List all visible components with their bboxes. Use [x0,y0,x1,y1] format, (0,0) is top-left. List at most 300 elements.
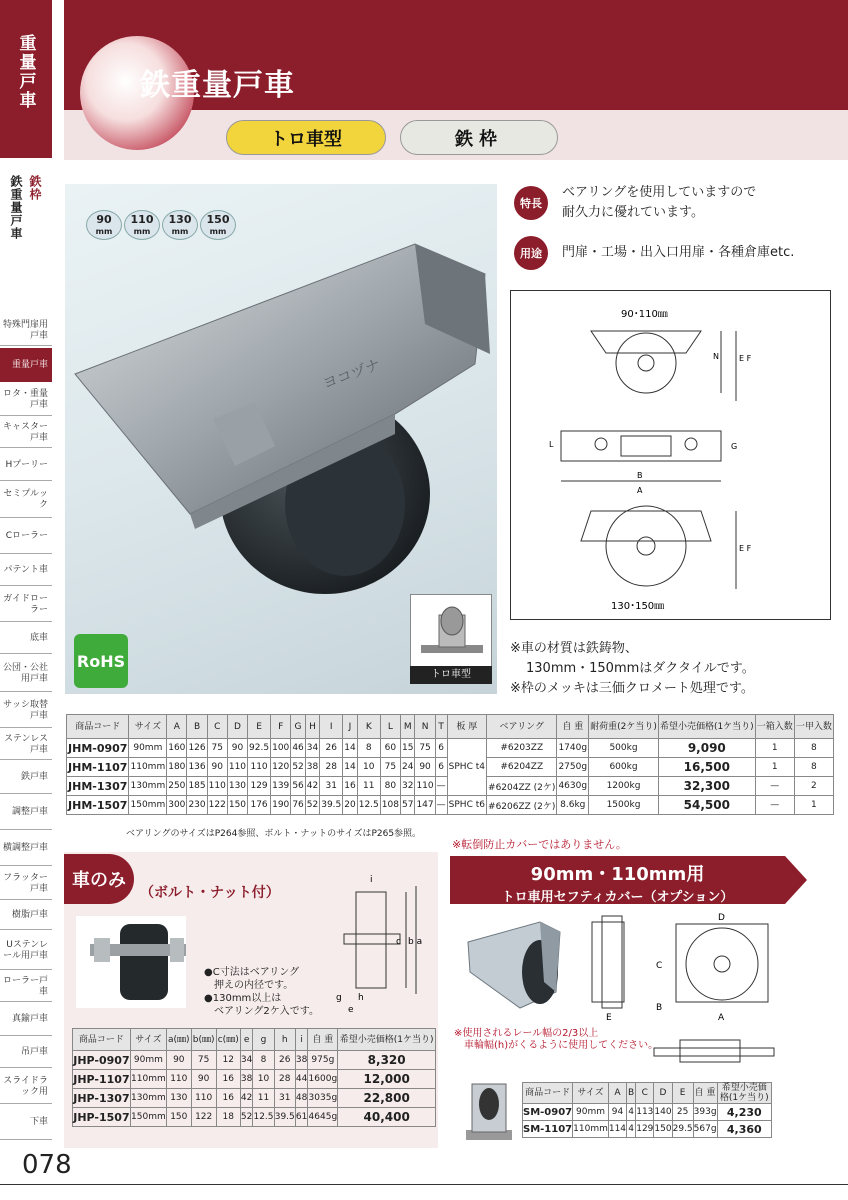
rohs-badge: RoHS [74,634,128,688]
side-nav-item[interactable]: 鉄戸車 [0,762,52,794]
table-cell: 150mm [130,1108,166,1127]
column-header: B [187,715,207,739]
table-cell: 250 [167,777,187,796]
wheel-note-2: 押えの内径です。 [204,980,294,991]
main-table-header [67,715,834,739]
wheel-table-header [73,1029,436,1051]
table-cell: 114 [608,1121,626,1138]
safety-cover-table-header [523,1083,772,1104]
table-cell: 54,500 [658,796,755,815]
table-cell: 90mm [129,739,167,758]
side-nav-item[interactable]: 下車 [0,1106,52,1140]
table-cell: 61 [295,1108,308,1127]
table-cell: 3035g [308,1089,338,1108]
table-cell: 4,230 [717,1104,771,1121]
table-cell: 1500kg [589,796,659,815]
rail-diagram [650,1036,778,1066]
table-cell: 14 [343,739,357,758]
table-cell: 130mm [129,777,167,796]
column-header: J [343,715,357,739]
table-cell: 60 [380,739,400,758]
table-cell: 2 [794,777,833,796]
size-badge-130-unit: mm [171,227,189,236]
svg-text:B: B [637,471,643,480]
table-cell: 16,500 [658,758,755,777]
svg-text:c: c [396,937,401,947]
table-cell: 90mm [130,1051,166,1070]
size-badge-150-unit: mm [209,227,227,236]
safety-cover-note-1: ※使用されるレール幅の2/3以上 [454,1028,599,1039]
table-cell: 24 [401,758,415,777]
table-cell: 11 [253,1089,274,1108]
table-footnote: ベアリングのサイズはP264参照、ボルト・ナットのサイズはP265参照。 [126,829,422,839]
side-nav-item[interactable]: 底車 [0,624,52,654]
table-cell: 75 [380,758,400,777]
table-cell: 44 [295,1070,308,1089]
table-cell: 57 [401,796,415,815]
table-cell: 393g [693,1104,717,1121]
table-cell: 500kg [589,739,659,758]
column-header: F [271,715,291,739]
safety-cover-table-body [523,1104,772,1138]
mounted-cover-photo [462,1070,516,1144]
table-cell: 110 [415,777,435,796]
table-cell: 110mm [573,1121,609,1138]
table-cell: 29.5 [672,1121,693,1138]
table-cell: 4,360 [717,1121,771,1138]
column-header: L [380,715,400,739]
wheel-note-1: ●C寸法はベアリング [204,967,300,978]
svg-text:g: g [336,993,342,1003]
size-badge-90 [86,210,122,240]
feature-text [562,183,756,223]
safety-cover-front-drawing [652,912,792,1022]
column-header: c(㎜) [216,1029,240,1051]
table-cell: 1 [755,739,794,758]
column-header: D [654,1083,672,1104]
side-nav-item[interactable]: ステンレス戸車 [0,730,52,760]
table-cell: — [755,796,794,815]
column-header: 自 重 [308,1029,338,1051]
table-cell: 46 [291,739,305,758]
svg-text:h: h [358,993,364,1003]
table-cell: 110mm [130,1070,166,1089]
table-cell: 1740g [557,739,589,758]
feature-tag: 特長 [514,186,548,220]
wheel-only-title: 車のみ [64,854,134,904]
table-cell: 34 [305,739,319,758]
table-cell: #6203ZZ [487,739,557,758]
table-cell: 52 [305,796,319,815]
side-nav-item[interactable]: 特殊門扉用戸車 [0,316,52,346]
table-cell: 8 [357,739,380,758]
table-cell: JHP-1307 [73,1089,131,1108]
column-header: D [227,715,247,739]
column-header: K [357,715,380,739]
table-cell: 90 [166,1051,191,1070]
column-header: A [167,715,187,739]
table-cell: 1600g [308,1070,338,1089]
table-cell: 90mm [573,1104,609,1121]
table-row [523,1121,772,1138]
safety-cover-photo [460,912,580,1012]
table-row [523,1104,772,1121]
size-badge-110-unit: mm [133,227,151,236]
table-cell: 110 [227,758,247,777]
table-cell: 600kg [589,758,659,777]
column-header: 一箱入数 [755,715,794,739]
table-cell: 16 [343,777,357,796]
column-header: B [627,1083,636,1104]
column-header: ベアリング [487,715,557,739]
side-nav-item[interactable]: 公団・公社用戸車 [0,656,52,692]
table-cell: 9,090 [658,739,755,758]
table-cell: 10 [357,758,380,777]
table-cell: 567g [693,1121,717,1138]
table-cell: 136 [187,758,207,777]
table-cell: 113 [636,1104,654,1121]
table-cell: 32,300 [658,777,755,796]
size-badge-130 [162,210,198,240]
column-header: N [415,715,435,739]
table-cell: 32 [401,777,415,796]
table-cell: 190 [271,796,291,815]
table-cell: 18 [216,1108,240,1127]
table-cell: 8,320 [338,1051,436,1070]
table-cell: 90 [415,758,435,777]
table-cell: — [755,777,794,796]
table-cell: 39.5 [320,796,343,815]
table-cell: 4 [627,1121,636,1138]
type-badge: トロ車型 [226,120,386,155]
table-cell: 28 [274,1070,295,1089]
safety-cover-subtitle: トロ車用セフティカバー（オプション） [501,890,734,905]
size-badge-110-number: 110 [130,213,154,226]
table-cell: JHP-1507 [73,1108,131,1127]
table-cell: SPHC t6 [447,796,486,815]
column-header: 商品コード [73,1029,131,1051]
column-header: 一甲入数 [794,715,833,739]
side-nav-item[interactable]: 重量戸車 [0,348,52,382]
column-header: 板 厚 [447,715,486,739]
category-label: 重量戸車 [0,0,52,158]
column-header: M [401,715,415,739]
main-table-body [67,739,834,815]
table-cell: 140 [654,1104,672,1121]
column-header: C [636,1083,654,1104]
safety-cover-note [454,1028,658,1052]
table-cell: — [435,777,447,796]
table-cell: 110mm [129,758,167,777]
table-cell: 94 [608,1104,626,1121]
wheel-notes [204,966,319,1018]
subcategory-a: 鉄枠 [28,175,42,201]
table-cell: 42 [240,1089,253,1108]
brand-mark: ヨコヅナ [320,355,383,393]
table-cell: JHM-1507 [67,796,129,815]
table-cell: 160 [167,739,187,758]
side-nav-item[interactable]: 調整戸車 [0,796,52,830]
table-cell: 26 [320,739,343,758]
column-header: b(㎜) [191,1029,216,1051]
table-cell: SM-1107 [523,1121,573,1138]
feature-line-1: ベアリングを使用していますので [562,185,757,200]
svg-text:G: G [731,442,738,451]
wheel-note-3: ●130mm以上は [204,993,282,1004]
column-header: E [248,715,271,739]
side-nav-item[interactable]: キャスター戸車 [0,418,52,448]
table-cell: 975g [308,1051,338,1070]
wheel-spec-table [72,1028,436,1127]
side-nav-item[interactable]: セミプルック [0,483,52,518]
table-cell: 31 [274,1089,295,1108]
table-cell: 20 [343,796,357,815]
table-cell: 8.6kg [557,796,589,815]
svg-text:N: N [713,352,719,361]
size-badge-150 [200,210,236,240]
wheel-dimension-svg [334,872,434,1015]
usage-text: 門扉・工場・出入口用扉・各種倉庫etc. [562,245,795,260]
table-cell: 230 [187,796,207,815]
safety-cover-side-drawing [582,912,642,1022]
side-nav-item[interactable]: パテント車 [0,556,52,586]
table-row [67,739,834,758]
side-nav-item[interactable]: ローラー戸車 [0,972,52,1002]
svg-text:D: D [718,913,725,923]
table-cell: JHM-1107 [67,758,129,777]
safety-cover-note-2: 車輪幅(h)がくるように使用してください。 [454,1040,659,1051]
column-header: h [274,1029,295,1051]
table-cell: 10 [253,1070,274,1089]
table-row [73,1070,436,1089]
side-nav-item[interactable]: Cローラー [0,520,52,554]
table-cell: 1200kg [589,777,659,796]
thumbnail-label: トロ車型 [410,666,492,684]
table-cell: 48 [295,1089,308,1108]
table-cell: 130 [227,777,247,796]
table-cell: 130mm [130,1089,166,1108]
safety-cover-title: 90mm・110mm用 [530,864,705,885]
side-nav-item[interactable]: スライドラック用 [0,1070,52,1104]
table-cell: 14 [343,758,357,777]
table-cell: 110 [191,1089,216,1108]
table-cell: 180 [167,758,187,777]
table-cell: 150 [227,796,247,815]
table-cell: 8 [794,758,833,777]
table-row [73,1089,436,1108]
column-header: 商品コード [523,1083,573,1104]
size-badge-90-unit: mm [95,227,113,236]
column-header: 希望小売価格(1ケ当り) [658,715,755,739]
column-header: サイズ [129,715,167,739]
frame-badge: 鉄枠 [400,120,558,155]
column-header: i [295,1029,308,1051]
safety-cover-illustration [460,912,580,1012]
table-cell: 100 [271,739,291,758]
table-cell: 40,400 [338,1108,436,1127]
column-header: a(㎜) [166,1029,191,1051]
table-cell: 90 [207,758,227,777]
table-cell: 52 [240,1108,253,1127]
table-cell: SM-0907 [523,1104,573,1121]
side-nav-item[interactable]: 吊戸車 [0,1038,52,1068]
table-cell: 150 [654,1121,672,1138]
table-cell: #6204ZZ (2ケ) [487,777,557,796]
safety-cover-side-svg [582,912,642,1022]
dimension-drawing-svg [511,291,832,621]
table-cell: JHP-1107 [73,1070,131,1089]
table-cell: #6206ZZ (2ケ) [487,796,557,815]
table-row [73,1051,436,1070]
size-badge-110 [124,210,160,240]
table-cell: 52 [291,758,305,777]
svg-text:L: L [549,440,554,449]
svg-text:A: A [718,1013,725,1023]
size-badge-130-number: 130 [168,213,192,226]
table-cell: 25 [672,1104,693,1121]
subcategory-label [0,175,52,255]
table-cell: 12.5 [253,1108,274,1127]
column-header: H [305,715,319,739]
table-cell: 108 [380,796,400,815]
table-cell: 300 [167,796,187,815]
table-cell: 12,000 [338,1070,436,1089]
subcategory-b: 鉄重量戸車 [9,175,23,240]
table-cell: 185 [187,777,207,796]
table-cell: 150 [166,1108,191,1127]
column-header: E [672,1083,693,1104]
table-cell: 150mm [129,796,167,815]
drawing-label-bottom: 130･150㎜ [611,601,665,612]
column-header: 耐荷重(2ケ当り) [589,715,659,739]
table-cell: 16 [216,1089,240,1108]
size-badge-90-number: 90 [96,213,112,226]
side-nav-item[interactable]: Hプーリー [0,450,52,481]
table-cell: SPHC t4 [447,739,486,796]
dimension-drawing [510,290,831,620]
warning-note: ※転倒防止カバーではありません。 [452,838,627,851]
usage-tag: 用途 [514,236,548,270]
table-cell: 6 [435,758,447,777]
side-nav-item[interactable]: ガイドローラー [0,588,52,622]
table-cell: 4645g [308,1108,338,1127]
svg-text:A: A [637,486,643,495]
wheel-photo [76,916,186,1008]
table-cell: JHM-1307 [67,777,129,796]
page-title: 鉄重量戸車 [140,68,295,103]
table-cell: 75 [207,739,227,758]
table-cell: 75 [415,739,435,758]
table-cell: 129 [248,777,271,796]
svg-text:E: E [606,1013,612,1023]
svg-text:b a: b a [408,937,423,947]
size-badge-150-number: 150 [206,213,230,226]
table-cell: 129 [636,1121,654,1138]
table-cell: JHM-0907 [67,739,129,758]
side-nav-item[interactable]: 真鍮戸車 [0,1004,52,1036]
table-cell: 11 [357,777,380,796]
wheel-only-subtitle: （ボルト・ナット付） [140,885,280,901]
table-cell: 39.5 [274,1108,295,1127]
table-cell: 110 [207,777,227,796]
table-cell: 38 [295,1051,308,1070]
table-cell: — [435,796,447,815]
plating-note: ※枠のメッキは三価クロメート処理です。 [510,681,754,696]
table-cell: 38 [305,758,319,777]
table-cell: JHP-0907 [73,1051,131,1070]
svg-text:i: i [370,875,373,885]
rail-diagram-svg [650,1036,778,1066]
table-cell: 4630g [557,777,589,796]
table-cell: 75 [191,1051,216,1070]
svg-text:B: B [656,1003,663,1013]
table-cell: 92.5 [248,739,271,758]
table-cell: 122 [207,796,227,815]
mounted-cover-illustration [462,1070,516,1144]
material-note-1: ※車の材質は鉄鋳物、 [510,641,638,656]
side-nav-item[interactable]: ロタ・重量戸車 [0,384,52,416]
main-spec-table [66,714,834,815]
material-note-2: 130mm・150mmはダクタイルです。 [526,661,755,676]
table-cell: 8 [794,739,833,758]
page-divider [0,1184,848,1185]
table-cell: 90 [227,739,247,758]
table-cell: 1 [755,758,794,777]
side-nav-item[interactable]: サッシ取替戸車 [0,694,52,728]
table-cell: 38 [240,1070,253,1089]
wheel-table-body [73,1051,436,1127]
table-cell: 76 [291,796,305,815]
table-cell: 26 [274,1051,295,1070]
table-cell: 110 [166,1070,191,1089]
table-cell: 147 [415,796,435,815]
column-header: e [240,1029,253,1051]
table-cell: 34 [240,1051,253,1070]
safety-cover-front-svg [652,912,792,1022]
table-cell: 12.5 [357,796,380,815]
table-cell: 130 [166,1089,191,1108]
column-header: T [435,715,447,739]
column-header: 希望小売価格(1ケ当り) [717,1083,771,1104]
rail-wheel-icon [411,595,493,667]
svg-text:E F: E F [739,544,752,553]
table-cell: 176 [248,796,271,815]
table-cell: 22,800 [338,1089,436,1108]
safety-cover-table [522,1082,772,1138]
column-header: g [253,1029,274,1051]
table-cell: 122 [191,1108,216,1127]
table-cell: 16 [216,1070,240,1089]
drawing-label-top: 90･110㎜ [621,309,668,320]
header-arrow-icon [785,856,807,904]
side-nav-item[interactable]: 樹脂戸車 [0,902,52,930]
side-nav-item[interactable]: Uステンレール用戸車 [0,932,52,970]
table-cell: 31 [320,777,343,796]
column-header: G [291,715,305,739]
feature-line-2: 耐久力に優れています。 [562,205,704,220]
wheel-note-4: ベアリング2ケ入です。 [204,1006,319,1017]
column-header: 希望小売価格(1ケ当り) [338,1029,436,1051]
wheel-illustration [76,916,186,1008]
page-number: 078 [22,1150,72,1180]
column-header: 自 重 [693,1083,717,1104]
svg-text:E F: E F [739,354,752,363]
table-cell: 28 [320,758,343,777]
table-cell: 1 [794,796,833,815]
table-cell: 2750g [557,758,589,777]
side-nav-item[interactable]: 横調整戸車 [0,832,52,866]
side-nav-item[interactable]: フラッター戸車 [0,868,52,900]
